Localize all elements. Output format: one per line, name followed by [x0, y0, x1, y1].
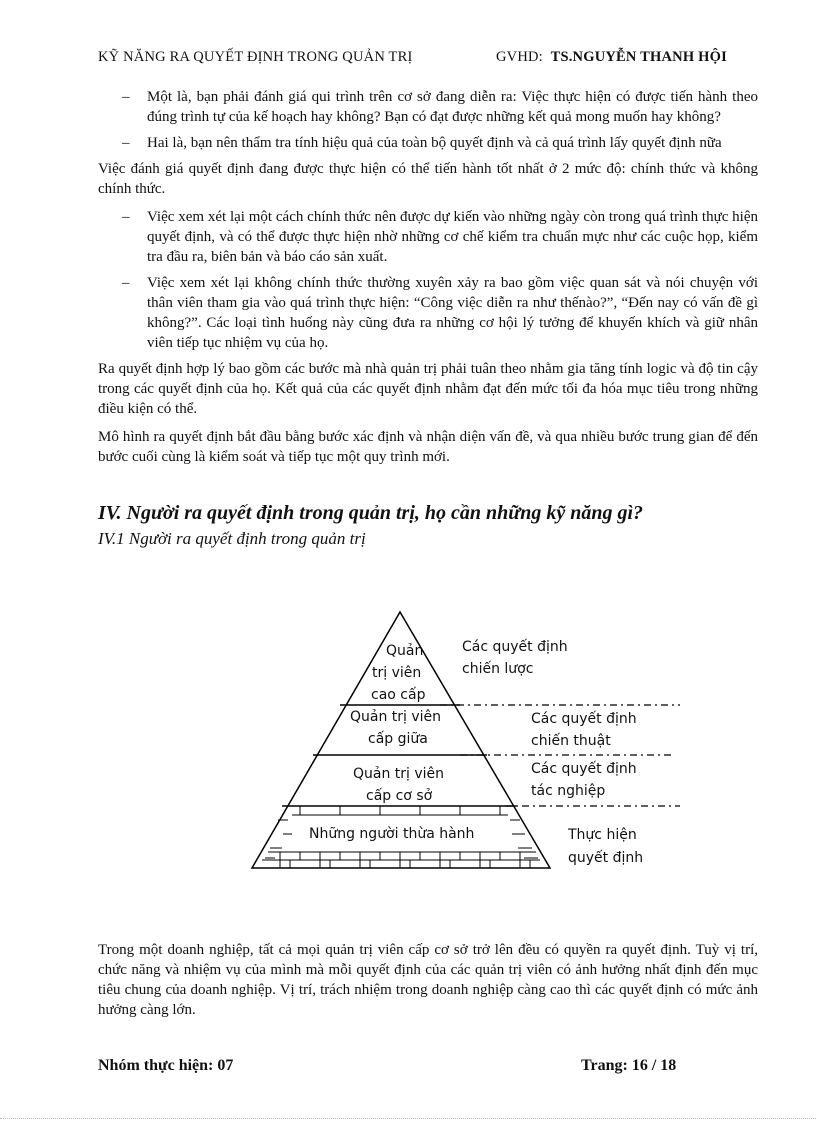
tactical-decisions-label-1: Các quyết định [531, 711, 637, 727]
list-item [98, 133, 758, 153]
tier-top-label-1: Quản [386, 643, 424, 659]
dash-icon: – [122, 135, 130, 151]
advisor-name: TS.NGUYỄN THANH HỘI [550, 49, 727, 65]
paragraph-evaluation-levels: Việc đánh giá quyết định đang được thực hiện có thể tiến hành tốt nhất ở 2 mức độ: chính thức và không chính thức. [98, 161, 758, 197]
dash-icon: – [122, 209, 130, 225]
execution-label-1: Thực hiện [568, 827, 637, 843]
operational-decisions-label-1: Các quyết định [531, 761, 637, 777]
list-item [98, 207, 758, 267]
execution-label-2: quyết định [568, 850, 644, 866]
tier-top-label-2: trị viên [372, 665, 422, 681]
page-bottom-divider [0, 1118, 816, 1119]
review-types-list [98, 207, 758, 353]
section-heading: IV. Người ra quyết định trong quản trị, họ cần những kỹ năng gì? [98, 502, 644, 524]
tactical-decisions-label-2: chiến thuật [531, 733, 611, 749]
tier-lower-label-2: cấp cơ sở [366, 788, 433, 804]
paragraph-decision-authority: Trong một doanh nghiệp, tất cả mọi quản trị viên cấp cơ sở trở lên đều có quyền ra quyết định. Tuỳ vị trí, chức năng và nhiệm vụ của mình mà mỗi quyết định của các quản trị viên có ảnh hưởng nhất định đến mục tiêu chung của doanh nghiệp. Vị trí, trách nhiệm trong doanh nghiệp càng cao thì các quyết định có mức ảnh hưởng càng lớn. [98, 942, 758, 1018]
evaluation-steps-list [98, 87, 758, 153]
dash-icon: – [122, 89, 130, 105]
list-item-text: Hai là, bạn nên thẩm tra tính hiệu quả của toàn bộ quyết định và cả quá trình lấy quyết định nữa [147, 135, 722, 151]
group-number: Nhóm thực hiện: 07 [98, 1057, 234, 1074]
tier-middle-label-2: cấp giữa [368, 731, 428, 747]
header-title: KỸ NĂNG RA QUYẾT ĐỊNH TRONG QUẢN TRỊ [98, 49, 413, 65]
tier-top-label-3: cao cấp [371, 687, 426, 703]
advisor-label: GVHD: [496, 49, 543, 65]
list-item-text: Việc xem xét lại một cách chính thức nên được dự kiến vào những ngày còn trong quá trình thực hiện quyết định, và có thể được thực hiện nhờ những cơ chế kiểm tra chuẩn mực như các cuộc họp, kiểm tra đầu ra, biên bản và báo cáo sản xuất. [147, 209, 758, 265]
tier-base-label: Những người thừa hành [309, 826, 475, 842]
list-item-text: Một là, bạn phải đánh giá qui trình trên cơ sở đang diễn ra: Việc thực hiện có được tiến hành theo đúng trình tự của kế hoạch hay không? Bạn có đạt được những kết quả mong muốn hay không? [147, 89, 758, 125]
list-item [98, 87, 758, 127]
paragraph-decision-model: Mô hình ra quyết định bắt đầu bằng bước xác định và nhận diện vấn đề, và qua nhiều bước trung gian để đến bước cuối cùng là kiểm soát và tiếp tục một quy trình mới. [98, 429, 758, 465]
list-item [98, 273, 758, 353]
dash-icon: – [122, 275, 130, 291]
header-advisor [496, 49, 727, 66]
tier-lower-label-1: Quản trị viên [353, 766, 445, 782]
paragraph-rational-decision: Ra quyết định hợp lý bao gồm các bước mà nhà quản trị phải tuân theo nhằm gia tăng tính logic và độ tin cậy trong các quyết định của họ. Kết quả của các quyết định nhằm đạt đến mức tối đa hóa mục tiêu trong những điều kiện có thể. [98, 361, 758, 417]
operational-decisions-label-2: tác nghiệp [531, 783, 606, 799]
page-number: Trang: 16 / 18 [581, 1057, 677, 1074]
main-content [98, 87, 758, 549]
strategic-decisions-label-2: chiến lược [462, 661, 534, 677]
strategic-decisions-label-1: Các quyết định [462, 639, 568, 655]
tier-middle-label-1: Quản trị viên [350, 709, 442, 725]
subsection-heading: IV.1 Người ra quyết định trong quản trị [98, 529, 366, 548]
list-item-text: Việc xem xét lại không chính thức thường xuyên xảy ra bao gồm việc quan sát và nói chuyện với thân viên tham gia vào quá trình thực hiện: “Công việc diễn ra như thếnào?”, “Đến nay có vấn đề gì không?”. Các loại tình huống này cũng đưa ra những cơ hội lý tưởng để khuyến khích và giữ nhân viên tiếp tục nhiệm vụ của họ. [147, 275, 758, 351]
